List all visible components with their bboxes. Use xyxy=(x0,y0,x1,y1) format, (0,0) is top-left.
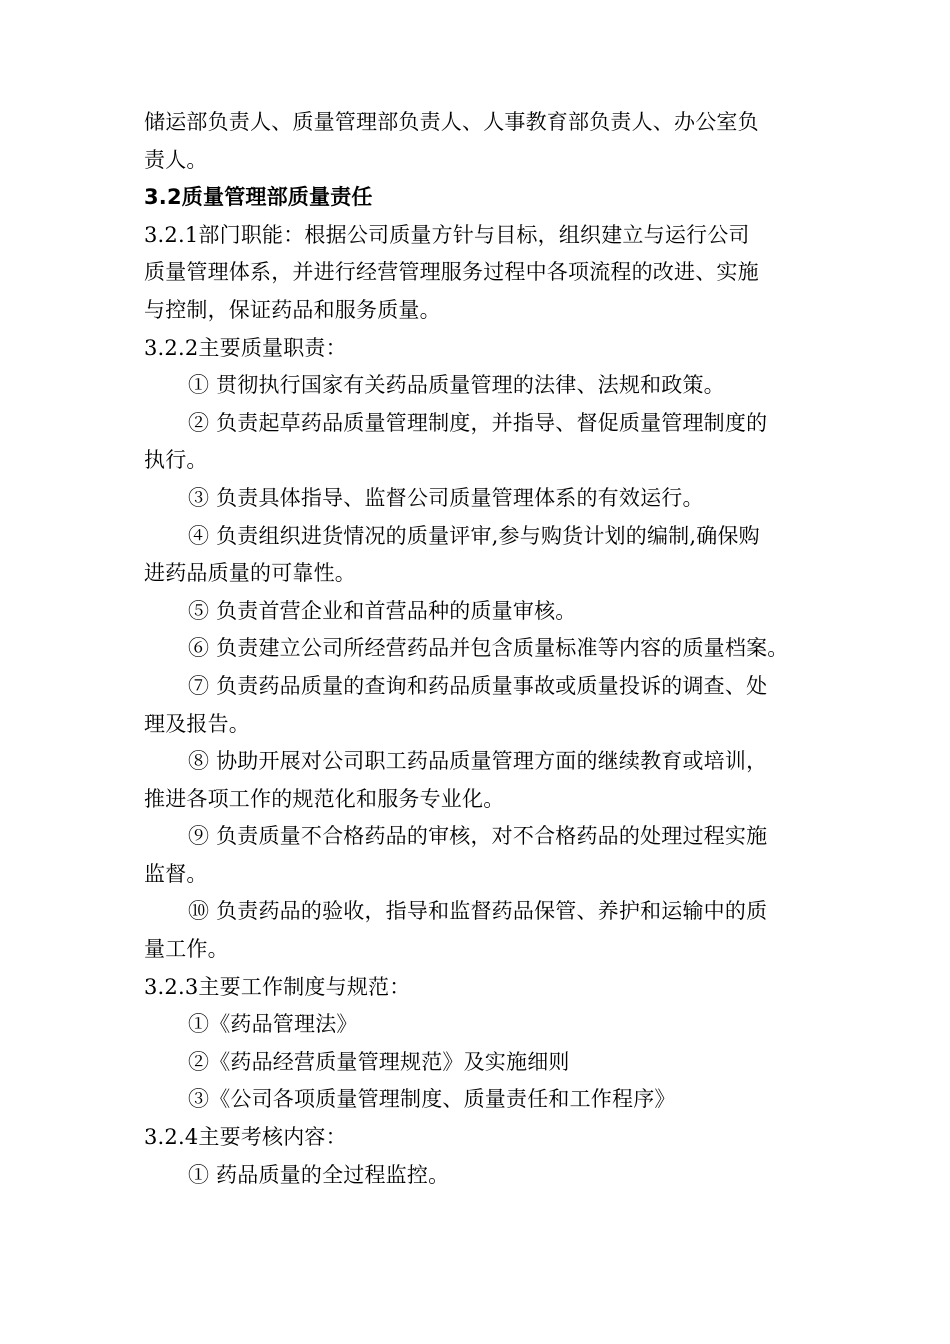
list-item: ④ 负责组织进货情况的质量评审,参与购货计划的编制,确保购 xyxy=(188,523,760,548)
subsection-line: 3.2.3主要工作制度与规范： xyxy=(144,974,411,999)
body-text-line: 质量管理体系，并进行经营管理服务过程中各项流程的改进、实施 xyxy=(144,260,759,285)
body-text-line: 储运部负责人、质量管理部负责人、人事教育部负责人、办公室负 xyxy=(144,110,759,134)
list-item: ③《公司各项质量管理制度、质量责任和工作程序》 xyxy=(188,1087,676,1112)
list-item: ②《药品经营质量管理规范》及实施细则 xyxy=(188,1049,570,1074)
list-item-continuation: 理及报告。 xyxy=(144,711,250,736)
list-item-continuation: 量工作。 xyxy=(144,937,229,962)
subsection-line: 3.2.4主要考核内容： xyxy=(144,1125,347,1150)
list-item: ⑧ 协助开展对公司职工药品质量管理方面的继续教育或培训， xyxy=(188,749,768,774)
body-text-line: 责人。 xyxy=(144,147,208,172)
list-item: ⑩ 负责药品的验收，指导和监督药品保管、养护和运输中的质 xyxy=(188,899,768,924)
list-item: ① 药品质量的全过程监控。 xyxy=(188,1162,450,1187)
list-item-continuation: 推进各项工作的规范化和服务专业化。 xyxy=(144,786,505,811)
list-item: ⑥ 负责建立公司所经营药品并包含质量标准等内容的质量档案。 xyxy=(188,636,789,661)
subsection-line: 3.2.2主要质量职责： xyxy=(144,335,347,360)
list-item: ① 贯彻执行国家有关药品质量管理的法律、法规和政策。 xyxy=(188,373,725,398)
list-item-continuation: 执行。 xyxy=(144,448,208,473)
list-item: ⑨ 负责质量不合格药品的审核，对不合格药品的处理过程实施 xyxy=(188,824,768,849)
subsection-line: 3.2.1部门职能：根据公司质量方针与目标，组织建立与运行公司 xyxy=(144,222,750,247)
list-item-continuation: 进药品质量的可靠性。 xyxy=(144,561,356,586)
section-heading: 3.2质量管理部质量责任 xyxy=(144,185,373,210)
list-item: ② 负责起草药品质量管理制度，并指导、督促质量管理制度的 xyxy=(188,410,768,435)
document-body xyxy=(144,104,814,1194)
list-item: ③ 负责具体指导、监督公司质量管理体系的有效运行。 xyxy=(188,485,704,510)
list-item-continuation: 监督。 xyxy=(144,861,208,886)
list-item: ⑤ 负责首营企业和首营品种的质量审核。 xyxy=(188,598,577,623)
list-item: ⑦ 负责药品质量的查询和药品质量事故或质量投诉的调查、处 xyxy=(188,673,768,698)
list-item: ①《药品管理法》 xyxy=(188,1012,358,1037)
body-text-line: 与控制，保证药品和服务质量。 xyxy=(144,297,441,322)
